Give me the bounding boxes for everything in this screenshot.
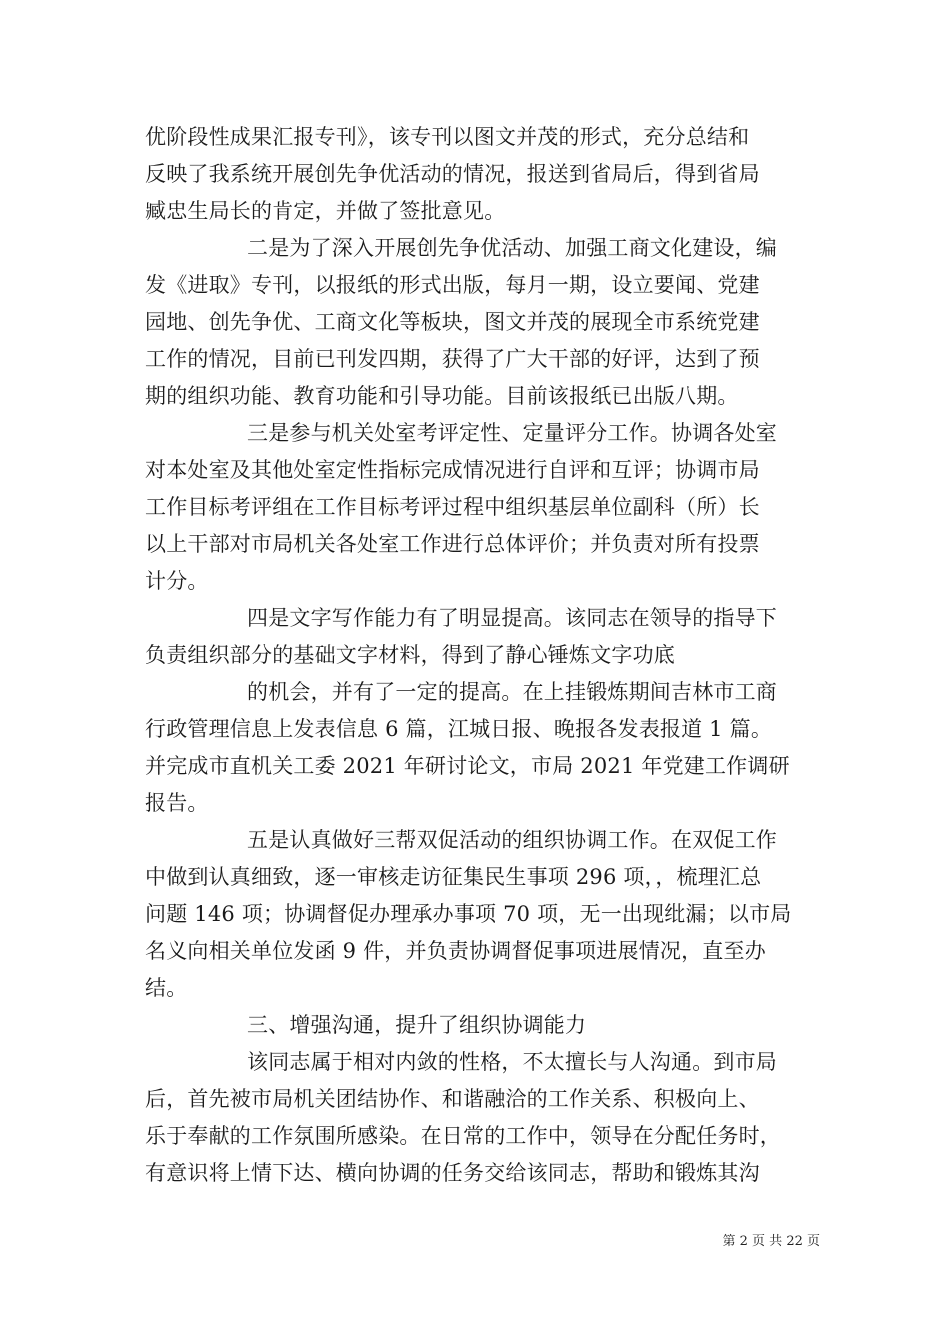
text-line: 名义向相关单位发函 9 件，并负责协调督促事项进展情况，直至办 <box>145 939 766 963</box>
text-line: 后，首先被市局机关团结协作、和谐融洽的工作关系、积极向上、 <box>145 1087 760 1111</box>
paragraph-start-line: 四是文字写作能力有了明显提高。该同志在领导的指导下 <box>247 606 777 630</box>
text-line: 报告。 <box>145 791 209 815</box>
text-line: 期的组织功能、教育功能和引导功能。目前该报纸已出版八期。 <box>145 384 739 408</box>
text-line: 优阶段性成果汇报专刊》，该专刊以图文并茂的形式，充分总结和 <box>145 125 750 149</box>
text-line: 对本处室及其他处室定性指标完成情况进行自评和互评；协调市局 <box>145 458 760 482</box>
text-line: 反映了我系统开展创先争优活动的情况，报送到省局后，得到省局 <box>145 162 760 186</box>
text-line: 有意识将上情下达、横向协调的任务交给该同志，帮助和锻炼其沟 <box>145 1161 760 1185</box>
text-line: 臧忠生局长的肯定，并做了签批意见。 <box>145 199 506 223</box>
text-line: 并完成市直机关工委 2021 年研讨论文，市局 2021 年党建工作调研 <box>145 754 790 778</box>
text-line: 以上干部对市局机关各处室工作进行总体评价；并负责对所有投票 <box>145 532 760 556</box>
document-body <box>145 119 815 1192</box>
text-line: 发《进取》专刊，以报纸的形式出版，每月一期，设立要闻、党建 <box>145 273 760 297</box>
text-line: 工作的情况，目前已刊发四期，获得了广大干部的好评，达到了预 <box>145 347 760 371</box>
text-line: 结。 <box>145 976 188 1000</box>
paragraph-start-line: 的机会，并有了一定的提高。在上挂锻炼期间吉林市工商 <box>247 680 777 704</box>
paragraph-start-line: 二是为了深入开展创先争优活动、加强工商文化建设，编 <box>247 236 777 260</box>
text-line: 行政管理信息上发表信息 6 篇，江城日报、晚报各发表报道 1 篇。 <box>145 717 773 741</box>
section-heading: 三、增强沟通，提升了组织协调能力 <box>247 1013 587 1037</box>
page-number-footer: 第 2 页 共 22 页 <box>722 1234 820 1249</box>
text-line: 负责组织部分的基础文字材料，得到了静心锤炼文字功底 <box>145 643 675 667</box>
paragraph-start-line: 该同志属于相对内敛的性格，不太擅长与人沟通。到市局 <box>247 1050 777 1074</box>
text-line: 园地、创先争优、工商文化等板块，图文并茂的展现全市系统党建 <box>145 310 760 334</box>
text-line: 乐于奉献的工作氛围所感染。在日常的工作中，领导在分配任务时， <box>145 1124 781 1148</box>
text-line: 问题 146 项；协调督促办理承办事项 70 项，无一出现纰漏；以市局 <box>145 902 792 926</box>
text-line: 计分。 <box>145 569 209 593</box>
paragraph-start-line: 三是参与机关处室考评定性、定量评分工作。协调各处室 <box>247 421 777 445</box>
paragraph-start-line: 五是认真做好三帮双促活动的组织协调工作。在双促工作 <box>247 828 777 852</box>
text-line: 中做到认真细致，逐一审核走访征集民生事项 296 项，，梳理汇总 <box>145 865 762 889</box>
text-line: 工作目标考评组在工作目标考评过程中组织基层单位副科（所）长 <box>145 495 760 519</box>
